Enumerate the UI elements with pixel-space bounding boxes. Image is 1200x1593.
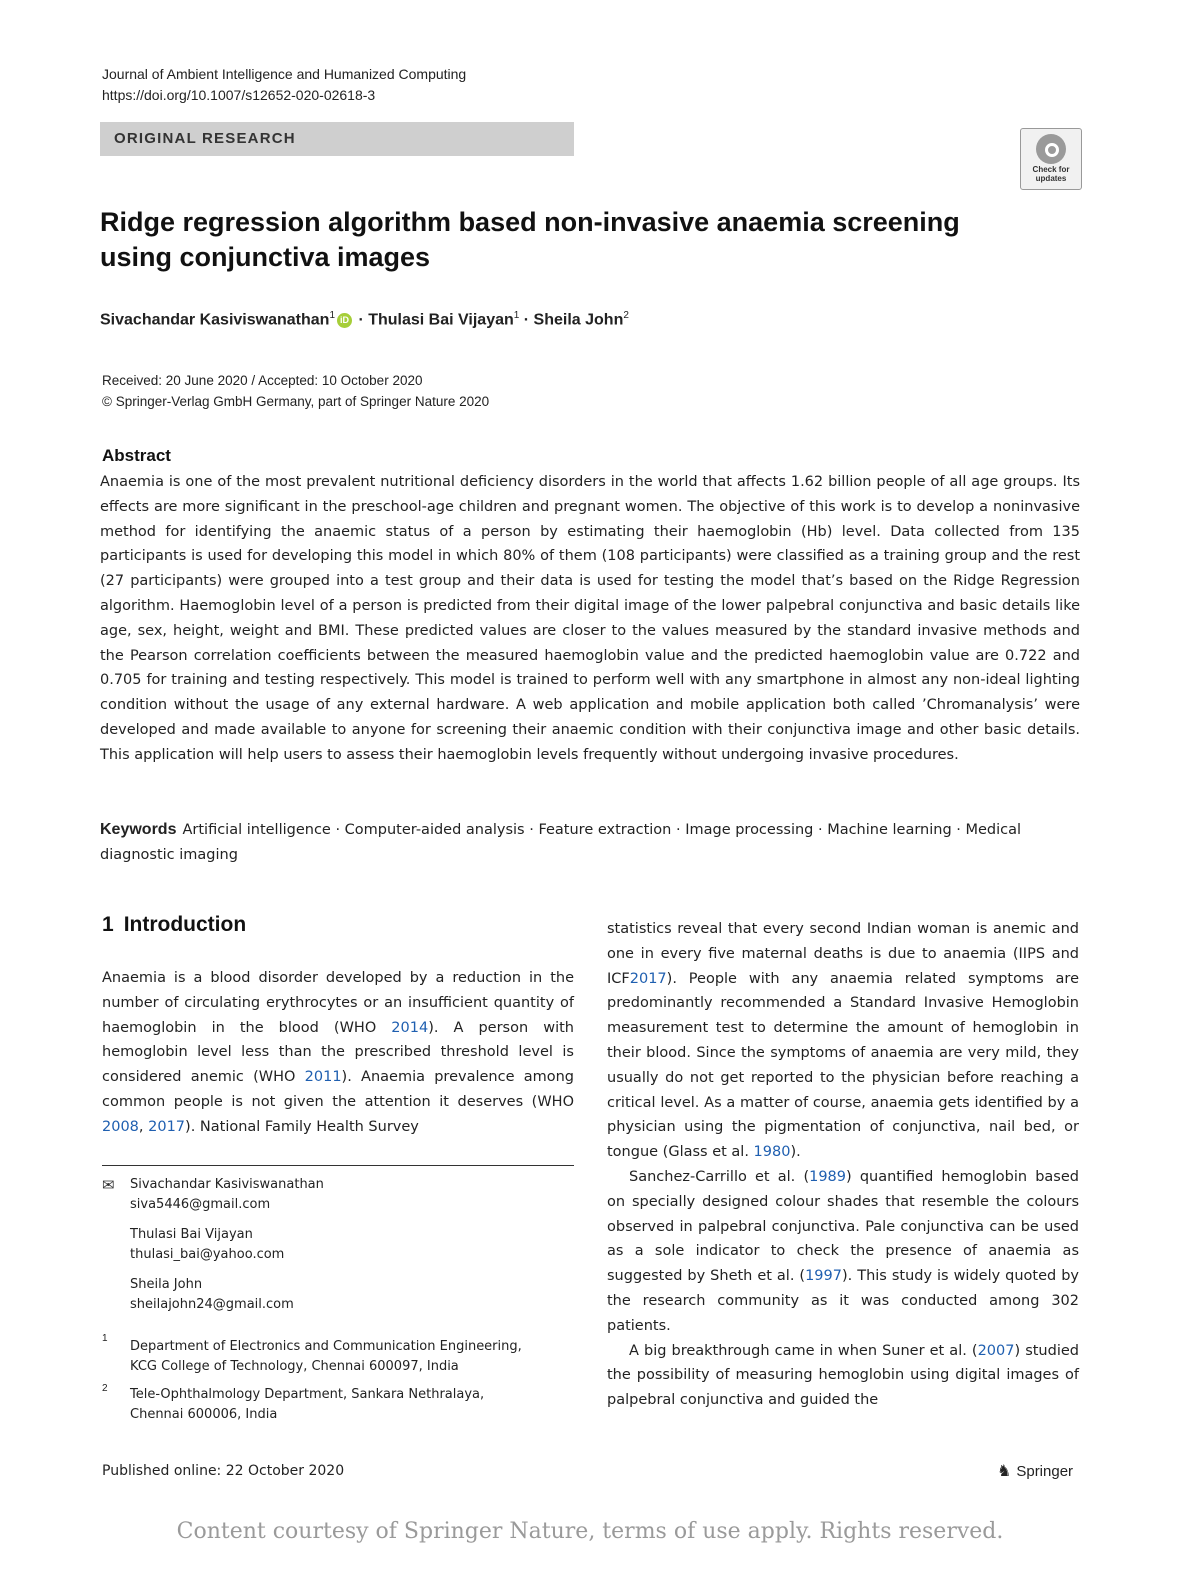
intro-paragraph — [607, 1165, 1079, 1339]
citation-link[interactable]: 2008 — [102, 1118, 139, 1135]
citation-link[interactable]: 2011 — [304, 1069, 342, 1086]
section-title: Introduction — [123, 913, 247, 936]
contact-email[interactable]: sheilajohn24@gmail.com — [130, 1297, 294, 1312]
contact-name: Sivachandar Kasiviswanathan — [130, 1177, 324, 1192]
citation-link[interactable]: 2014 — [391, 1019, 429, 1036]
contact-name: Sheila John — [130, 1277, 203, 1292]
citation-link[interactable]: 2017 — [148, 1118, 186, 1135]
section-heading-introduction — [102, 913, 246, 937]
courtesy-watermark: Content courtesy of Springer Nature, terms of use apply. Rights reserved. — [176, 1519, 1004, 1544]
citation-link[interactable]: 1997 — [805, 1268, 842, 1285]
journal-name: Journal of Ambient Intelligence and Humanized Computing — [102, 66, 467, 82]
text-run: ). — [790, 1144, 801, 1161]
intro-paragraph — [607, 1339, 1079, 1413]
springer-horse-icon: ♞ — [997, 1463, 1012, 1480]
intro-paragraph — [607, 917, 1079, 1165]
citation-link[interactable]: 1980 — [753, 1144, 791, 1161]
affiliation-line: KCG College of Technology, Chennai 600097, India — [130, 1359, 459, 1374]
keywords-label: Keywords — [100, 821, 177, 838]
text-run: ). A person with hemoglobin level less than the prescribed threshold level is considered anemic (WHO — [102, 1019, 574, 1086]
author-1[interactable]: Sivachandar Kasiviswanathan — [100, 311, 330, 329]
affiliation-line: Tele-Ophthalmology Department, Sankara Nethralaya, — [130, 1387, 485, 1402]
author-separator: · — [519, 311, 534, 329]
affiliation-number: 2 — [102, 1383, 108, 1394]
author-list — [100, 310, 629, 329]
contact-email[interactable]: thulasi_bai@yahoo.com — [130, 1247, 285, 1262]
title-line-2: using conjunctiva images — [100, 242, 431, 272]
affiliation-line: Chennai 600006, India — [130, 1407, 278, 1422]
article-title — [100, 205, 980, 275]
text-run: A big breakthrough came in when Suner et al. ( — [629, 1342, 978, 1359]
text-run: ). People with any anaemia related symptoms are predominantly recommended a Standard Invasive Hemoglobin measurement test to determine the amount of hemoglobin in their blood. Since the symptoms of anaemia are very mild, they usually do not get reported to the physician before reaching a critical level. As a matter of course, anaemia gets identified by a physician using the pigmentation of conjunctiva, nail bed, or tongue (Glass et al. — [607, 970, 1079, 1161]
author-3-affil: 2 — [623, 310, 629, 321]
intro-paragraph — [102, 966, 574, 1140]
title-line-1: Ridge regression algorithm based non-invasive anaemia screening — [100, 207, 960, 237]
text-run: ). Anaemia prevalence among common people is not given the attention it deserves (WHO — [102, 1069, 574, 1110]
email-icon: ✉ — [102, 1177, 115, 1194]
intro-right-column — [607, 917, 1079, 1413]
abstract-text: Anaemia is one of the most prevalent nutritional deficiency disorders in the world that affects 1.62 billion people of all age groups. Its effects are more significant in the preschool-age children and pregnant women. The objective of this work is to develop a noninvasive method for identifying the anaemic status of a person by estimating their haemoglobin (Hb) level. Data collected from 135 participants is used for developing this model in which 80% of them (108 participants) were classified as a training group and the rest (27 participants) were grouped into a test group and their data is used for testing the model that’s based on the Ridge Regression algorithm. Haemoglobin level of a person is predicted from their digital image of the lower palpebral conjunctiva and basic details like age, sex, height, weight and BMI. These predicted values are closer to the values measured by the standard invasive methods and the Pearson correlation coefficients between the measured haemoglobin value and the predicted haemoglobin value are 0.722 and 0.705 for training and testing respectively. This model is trained to perform well with any smartphone in almost any non-ideal lighting condition without the usage of any external hardware. A web application and mobile application both called ’Chromanalysis’ were developed and made available to anyone for screening their anaemic condition with their conjunctiva image and other basic details. This application will help users to assess their haemoglobin levels frequently without undergoing invasive procedures. — [100, 474, 1080, 763]
author-2[interactable]: Thulasi Bai Vijayan — [368, 311, 514, 329]
received-accepted: Received: 20 June 2020 / Accepted: 10 October 2020 — [102, 373, 423, 388]
keywords-list: Artificial intelligence · Computer-aided analysis · Feature extraction · Image processing · Machine learning · Medical diagnostic imaging — [100, 822, 1022, 863]
publisher-name: Springer — [1016, 1463, 1074, 1480]
contact-author-2 — [130, 1225, 284, 1265]
contact-email[interactable]: siva5446@gmail.com — [130, 1197, 271, 1212]
article-dates — [102, 370, 489, 412]
contact-name: Thulasi Bai Vijayan — [130, 1227, 253, 1242]
author-2-affil: 1 — [513, 310, 520, 321]
text-run: ) quantified hemoglobin based on specially designed colour shades that resemble the colours observed in palpebral conjunctiva. Pale conjunctiva can be used as a sole indicator to check the presence of anaemia as suggested by Sheth et al. ( — [607, 1168, 1079, 1285]
copyright-notice: © Springer-Verlag GmbH Germany, part of Springer Nature 2020 — [102, 394, 490, 409]
orcid-icon[interactable]: iD — [337, 313, 352, 328]
author-3[interactable]: Sheila John — [533, 311, 624, 329]
affiliation-line: Department of Electronics and Communication Engineering, — [130, 1339, 522, 1354]
keywords — [100, 817, 1080, 868]
text-run: statistics reveal that every second Indian woman is anemic and one in every five maternal deaths is due to anaemia (IIPS and ICF — [607, 921, 1079, 987]
article-type-banner — [100, 122, 574, 156]
article-type-label: ORIGINAL RESEARCH — [114, 130, 296, 147]
citation-link[interactable]: 2017 — [629, 970, 667, 987]
doi-link[interactable]: https://doi.org/10.1007/s12652-020-02618-3 — [102, 87, 376, 103]
citation-link[interactable]: 2007 — [977, 1342, 1015, 1359]
published-date: Published online: 22 October 2020 — [102, 1463, 345, 1479]
intro-left-column — [102, 966, 574, 1140]
badge-line1: Check for — [1032, 165, 1070, 174]
check-updates-icon — [1036, 134, 1066, 164]
section-number: 1 — [102, 913, 114, 936]
journal-header — [102, 64, 466, 106]
contact-author-3 — [130, 1275, 294, 1315]
check-for-updates-badge[interactable] — [1020, 128, 1082, 190]
author-1-affil: 1 — [329, 310, 335, 321]
text-run: ) studied the possibility of measuring hemoglobin using digital images of palpebral conjunctiva and guided the — [607, 1342, 1079, 1409]
text-run: ). National Family Health Survey — [185, 1118, 419, 1135]
text-run: ). This study is widely quoted by the research community as it was conducted among 302 patients. — [607, 1268, 1079, 1334]
text-run: , — [138, 1118, 149, 1135]
affiliation-number: 1 — [102, 1333, 108, 1344]
affiliation-2 — [130, 1385, 484, 1425]
contact-author-1 — [130, 1175, 324, 1215]
publisher-logo — [997, 1461, 1073, 1481]
affiliation-1 — [130, 1337, 522, 1377]
citation-link[interactable]: 1989 — [809, 1168, 847, 1185]
footnote-divider — [102, 1165, 574, 1166]
badge-line2: updates — [1035, 174, 1067, 183]
text-run: Anaemia is a blood disorder developed by a reduction in the number of circulating erythrocytes or an insufficient quantity of haemoglobin in the blood (WHO — [102, 970, 574, 1036]
abstract-heading: Abstract — [102, 446, 171, 465]
author-separator: · — [354, 311, 369, 329]
text-run: Sanchez-Carrillo et al. ( — [629, 1168, 810, 1185]
